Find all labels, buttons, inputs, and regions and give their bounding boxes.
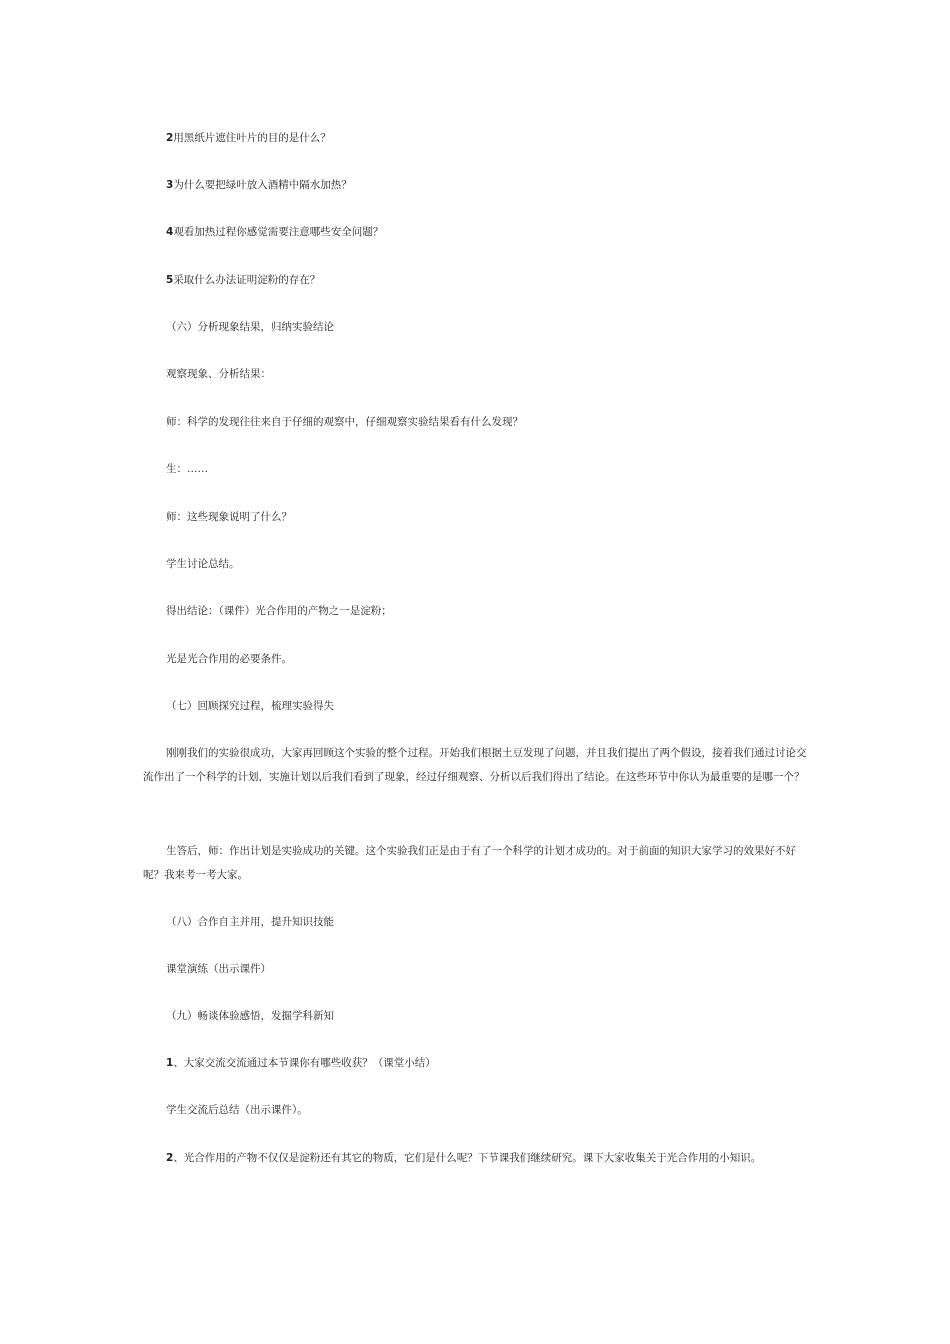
section-heading-8: （八）合作自主并用，提升知识技能: [166, 916, 334, 928]
paragraph-conclusion: 得出结论：（课件）光合作用的产物之一是淀粉；: [166, 605, 392, 617]
question-3: [166, 177, 352, 193]
paragraph-teacher-question: 师：科学的发现往往来自于仔细的观察中，仔细观察实验结果看有什么发现？: [166, 416, 523, 428]
question-5: [166, 272, 320, 288]
question-text: 采取什么办法证明淀粉的存在？: [173, 274, 321, 286]
section-heading-7: （七）回顾探究过程，梳理实验得失: [166, 700, 334, 712]
paragraph-conclusion-2: 光是光合作用的必要条件。: [166, 653, 292, 665]
item-number: 1: [166, 1057, 174, 1069]
paragraph-practice: 课堂演练（出示课件）: [166, 963, 271, 975]
paragraph-student-summary: 学生讨论总结。: [166, 558, 240, 570]
paragraph-student-exchange: 学生交流后总结（出示课件）。: [166, 1104, 308, 1116]
paragraph-student-answer: 生：……: [166, 463, 208, 475]
question-4: [166, 224, 383, 240]
question-text: 用黑纸片遮住叶片的目的是什么？: [173, 132, 331, 144]
section-heading-6: （六）分析现象结果，归纳实验结论: [166, 321, 334, 333]
question-text: 为什么要把绿叶放入酒精中隔水加热？: [173, 179, 352, 191]
question-number: 3: [166, 179, 174, 191]
paragraph-observe: 观察现象、分析结果：: [166, 368, 271, 380]
question-number: 5: [166, 274, 174, 286]
question-number: 4: [166, 226, 174, 238]
question-2: [166, 130, 331, 146]
question-text: 观看加热过程你感觉需要注意哪些安全问题？: [173, 226, 384, 238]
item-text: 、大家交流交流通过本节课你有哪些收获？（课堂小结）: [173, 1057, 436, 1069]
item-1: [166, 1055, 436, 1071]
section-heading-9: （九）畅谈体验感悟，发掘学科新知: [166, 1010, 334, 1022]
item-number: 2: [166, 1152, 174, 1164]
paragraph-teacher-followup: 师：这些现象说明了什么？: [166, 511, 292, 523]
item-2: [166, 1150, 761, 1166]
paragraph-key-point: 生答后，师：作出计划是实验成功的关键。这个实验我们正是由于有了一个科学的计划才成功的。对于前面的知识大家学习的效果好不好呢？我来考一考大家。: [143, 845, 796, 881]
question-number: 2: [166, 132, 174, 144]
item-text: 、光合作用的产物不仅仅是淀粉还有其它的物质，它们是什么呢？下节课我们继续研究。课下大家收集关于光合作用的小知识。: [173, 1152, 762, 1164]
paragraph-review: 刚刚我们的实验很成功，大家再回顾这个实验的整个过程。开始我们根据土豆发现了问题，并且我们提出了两个假设，接着我们通过讨论交流作出了一个科学的计划，实施计划以后我们看到了现象，经过仔细观察、分析以后我们得出了结论。在这些环节中你认为最重要的是哪一个？: [143, 747, 807, 783]
